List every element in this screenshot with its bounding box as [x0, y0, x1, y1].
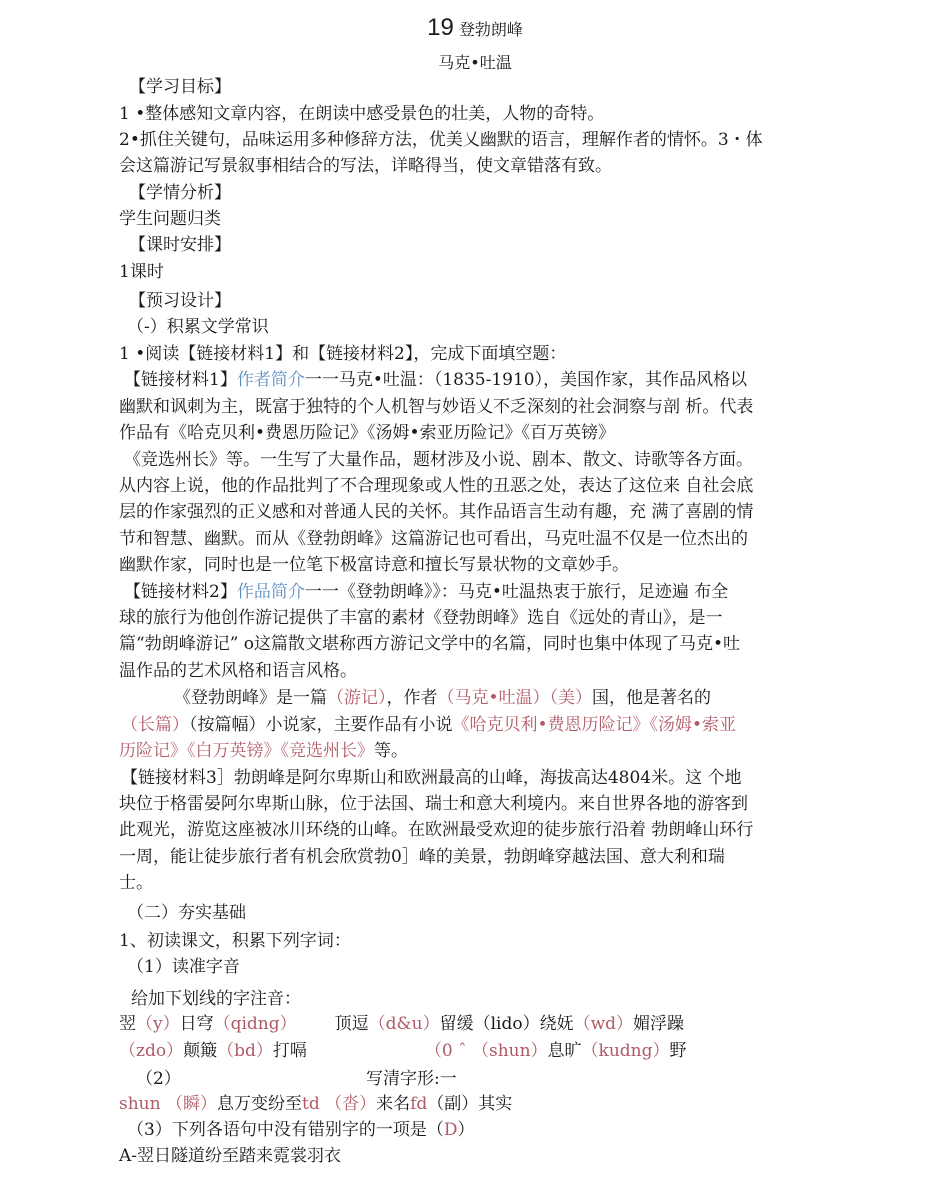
lesson-title: [0, 14, 950, 42]
paragraph-line: 作品有《哈克贝利•费恩历险记》《汤姆•索亚历险记》《百万英镑》: [119, 423, 616, 443]
section-heading-objectives: 【学习目标】: [129, 77, 231, 97]
paragraph-line: 此观光，游览这座被冰川环绕的山峰。在欧洲最受欢迎的徒步旅行沿着 勃朗峰山环行: [119, 820, 754, 840]
pinyin-instruction: 给加下划线的字注音：: [131, 989, 301, 1009]
paragraph-line: 温作品的艺术风格和语言风格。: [119, 661, 357, 681]
subsection-basics: （二）夯实基础: [127, 903, 246, 923]
word-text: 打嗝: [272, 1041, 307, 1061]
question-3: [127, 1120, 474, 1140]
word-text: 媚浮躁: [633, 1014, 685, 1034]
question-text: （3）下列各语句中没有错别字的一项是（: [127, 1120, 444, 1140]
fill-blank-line-3: [119, 741, 408, 761]
spelling-answer: td （沓）: [301, 1094, 377, 1114]
paragraph-line: 层的作家强烈的正义感和对普通人民的关怀。其作品语言生动有趣，充 满了喜剧的情: [119, 502, 754, 522]
word-text: 息旷: [547, 1041, 582, 1061]
word-text: 顶逗: [334, 1014, 369, 1034]
fill-blank-line-1: [174, 688, 711, 708]
analysis-text: 学生问题归类: [119, 209, 221, 229]
link-material-2-text: 一一《登勃朗峰》》：马克•吐温热衷于旅行，足迹遍 布全: [304, 582, 729, 602]
subsection-literary-knowledge: （-）积累文学常识: [127, 317, 269, 337]
spelling-row: [119, 1094, 512, 1114]
word-text: 颠簸: [183, 1041, 218, 1061]
paragraph-line: 块位于格雷晏阿尔卑斯山脉，位于法国、瑞士和意大利境内。来自世界各地的游客到: [119, 794, 748, 814]
vocab-instruction: 1、初读课文，积累下列字词：: [119, 931, 351, 951]
static-text: 《登勃朗峰》是一篇: [174, 688, 327, 708]
answer-works-cont: 历险记》《白万英镑》《竞选州长》: [119, 741, 374, 761]
lesson-title-text: 登勃朗峰: [458, 20, 523, 39]
answer-genre: （游记）: [327, 688, 387, 708]
word-text: 日穹: [179, 1014, 214, 1034]
word-text: （副）其实: [427, 1094, 513, 1114]
objective-2: 2•抓住关键句，品味运用多种修辞方法，优美乂幽默的语言，理解作者的情怀。3・体: [119, 130, 763, 150]
spelling-answer: shun （瞬）: [119, 1094, 217, 1114]
answer-works: 《哈克贝利•费恩历险记》《汤姆•索亚: [452, 715, 737, 735]
pinyin-answer: （qidng）: [213, 1014, 297, 1034]
link-material-2-label: 【链接材料2】: [124, 582, 237, 602]
spelling-heading: 写清字形:一: [366, 1069, 457, 1089]
section-heading-analysis: 【学情分析】: [129, 183, 231, 203]
word-text: 野: [669, 1041, 687, 1061]
fill-blank-line-2: [121, 715, 736, 735]
pinyin-answer: （bd）: [217, 1041, 273, 1061]
pronunciation-heading: （1）读准字音: [127, 957, 240, 977]
link-material-1-text: 一一马克•吐温：（1835-1910），美国作家，其作品风格以: [304, 370, 748, 390]
pinyin-answer: （kudng）: [581, 1041, 670, 1061]
instruction-read-links: 1 •阅读【链接材料1】和【链接材料2】，完成下面填空题：: [119, 344, 567, 364]
pinyin-answer: （wd）: [573, 1014, 634, 1034]
link-material-1-line: [124, 370, 747, 390]
question-text: ）: [457, 1120, 475, 1140]
paragraph-line: 士。: [119, 873, 153, 893]
word-text: 息万变纷至: [216, 1094, 302, 1114]
pinyin-answer: （0 ˆ （shun）: [424, 1041, 548, 1061]
question-answer: D: [443, 1120, 458, 1140]
paragraph-line: 节和智慧、幽默。而从《登勃朗峰》这篇游记也可看出，马克吐温不仅是一位杰出的: [119, 529, 748, 549]
option-a: A-翌日隧道纷至踏来霓裳羽衣: [119, 1146, 342, 1166]
pinyin-answer: （y）: [136, 1014, 180, 1034]
pinyin-row-2: [119, 1041, 687, 1061]
author-intro-label: 作者简介: [236, 370, 305, 390]
paragraph-line: 《竞选州长》等。一生写了大量作品，题材涉及小说、剧本、散文、诗歌等各方面。: [124, 450, 753, 470]
spelling-pinyin: fd: [410, 1094, 428, 1114]
objective-1: 1 •整体感知文章内容，在朗读中感受景色的壮美，人物的奇特。: [119, 104, 605, 124]
word-text: 来名: [376, 1094, 411, 1114]
static-text: （按篇幅）小说家，主要作品有小说: [189, 715, 453, 735]
word-text: 留缓（lido）绕妩: [439, 1014, 574, 1034]
word-text: 翌: [119, 1014, 136, 1034]
link-material-2-line: [124, 582, 728, 602]
paragraph-line: 从内容上说，他的作品批判了不合理现象或人性的丑恶之处，表达了这位来 自社会底: [119, 476, 754, 496]
pinyin-answer: （d&u）: [368, 1014, 440, 1034]
section-heading-preview: 【预习设计】: [129, 291, 231, 311]
paragraph-line: 一周，能让徒步旅行者有机会欣赏勃0］峰的美景，勃朗峰穿越法国、意大利和瑞: [119, 847, 725, 867]
static-text: 国，他是著名的: [592, 688, 712, 708]
static-text: ，作者: [386, 688, 438, 708]
answer-author: （马克•吐温）（美）: [437, 688, 593, 708]
spelling-number: （2）: [136, 1069, 181, 1089]
link-material-1-label: 【链接材料1】: [124, 370, 237, 390]
lesson-number: 19: [427, 14, 454, 41]
objective-3: 会这篇游记写景叙事相结合的写法，详略得当，使文章错落有致。: [119, 156, 612, 176]
schedule-text: 1课时: [119, 262, 164, 282]
link-material-3-line: 【链接材料3］勃朗峰是阿尔卑斯山和欧洲最高的山峰，海拔高达4804米。这 个地: [121, 768, 742, 788]
pinyin-answer: （zdo）: [119, 1041, 184, 1061]
work-intro-label: 作品简介: [236, 582, 305, 602]
pinyin-row-1: [119, 1014, 684, 1034]
static-text: 等。: [374, 741, 408, 761]
answer-length: （长篇）: [121, 715, 189, 735]
paragraph-line: 篇“勃朗峰游记” o这篇散文堪称西方游记文学中的名篇，同时也集中体现了马克•吐: [119, 634, 741, 654]
author-line: 马克•吐温: [438, 53, 512, 72]
paragraph-line: 幽默和讽刺为主，既富于独特的个人机智与妙语乂不乏深刻的社会洞察与剖 析。代表: [119, 397, 754, 417]
section-heading-schedule: 【课时安排】: [129, 235, 231, 255]
paragraph-line: 幽默作家，同时也是一位笔下极富诗意和擅长写景状物的文章妙手。: [119, 555, 629, 575]
paragraph-line: 球的旅行为他创作游记提供了丰富的素材《登勃朗峰》选自《远处的青山》，是一: [119, 608, 723, 628]
